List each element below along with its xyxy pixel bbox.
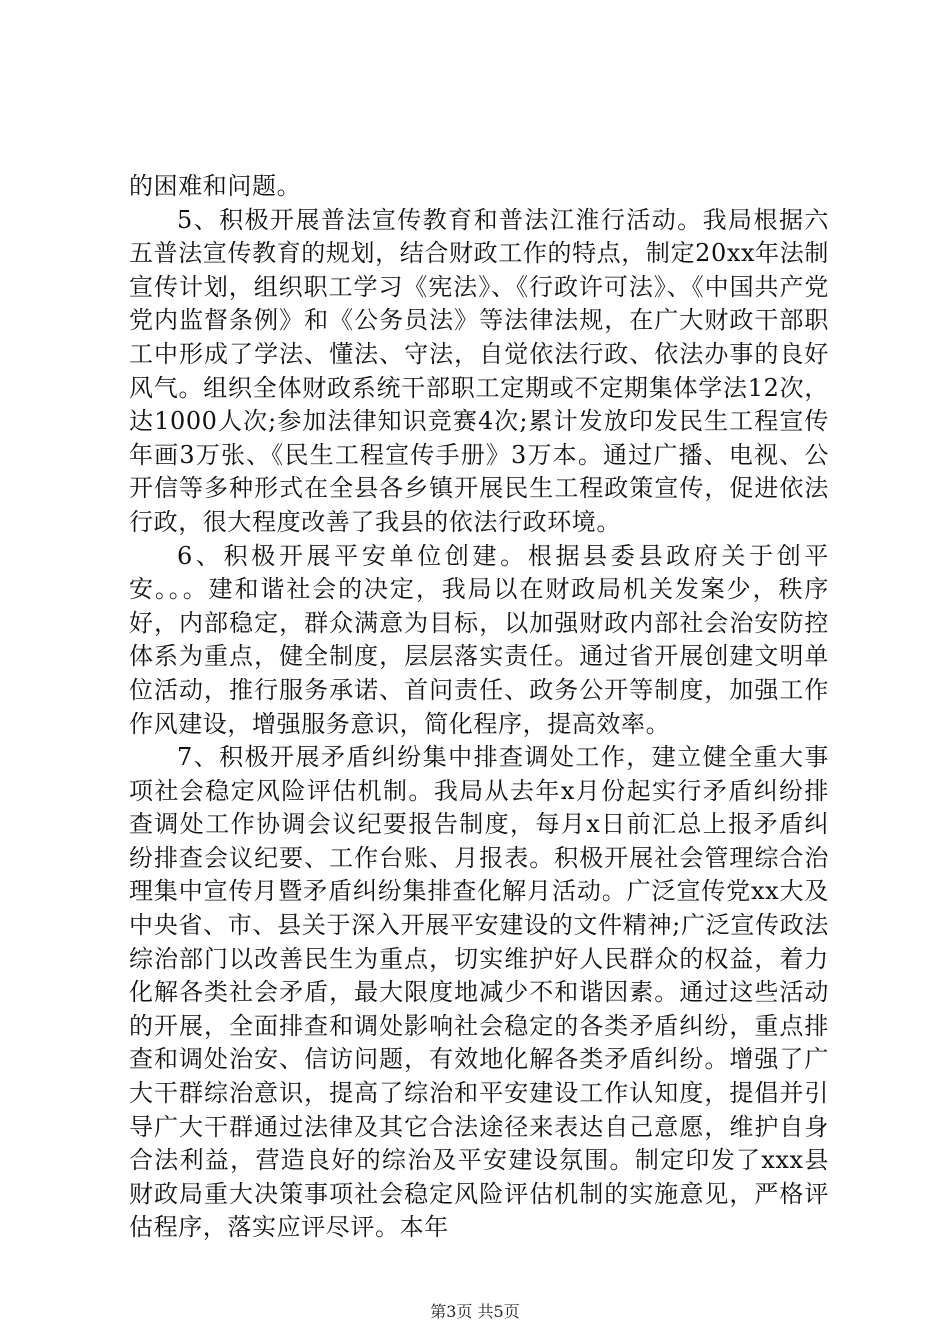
- paragraph-item-6: 6、积极开展平安单位创建。根据县委县政府关于创平安。。。建和谐社会的决定，我局以在财政局机关发案少，秩序好，内部稳定，群众满意为目标，以加强财政内部社会治安防控体系为重点，健全制度，层层落实责任。通过省开展创建文明单位活动，推行服务承诺、首问责任、政务公开等制度，加强工作作风建设，增强服务意识，简化程序，提高效率。: [129, 541, 829, 738]
- paragraph-continuation: 的困难和问题。: [129, 172, 302, 200]
- page-number-label: 第3页 共5页: [430, 1302, 520, 1321]
- document-body: [129, 170, 829, 1245]
- paragraph-item-7: 7、积极开展矛盾纠纷集中排查调处工作，建立健全重大事项社会稳定风险评估机制。我局从去年x月份起实行矛盾纠纷排查调处工作协调会议纪要报告制度，每月x日前汇总上报矛盾纠纷排查会议纪要、工作台账、月报表。积极开展社会管理综合治理集中宣传月暨矛盾纠纷集排查化解月活动。广泛宣传党xx大及中央省、市、县关于深入开展平安建设的文件精神;广泛宣传政法综治部门以改善民生为重点，切实维护好人民群众的权益，着力化解各类社会矛盾，最大限度地减少不和谐因素。通过这些活动的开展，全面排查和调处影响社会稳定的各类矛盾纠纷，重点排查和调处治安、信访问题，有效地化解各类矛盾纠纷。增强了广大干群综治意识，提高了综治和平安建设工作认知度，提倡并引导广大干群通过法律及其它合法途径来表达自己意愿，维护自身合法利益，营造良好的综治及平安建设氛围。制定印发了xxx县财政局重大决策事项社会稳定风险评估机制的实施意见，严格评估程序，落实应评尽评。本年: [129, 743, 829, 1242]
- paragraph-item-5: 5、积极开展普法宣传教育和普法江淮行活动。我局根据六五普法宣传教育的规划，结合财政工作的特点，制定20xx年法制宣传计划，组织职工学习《宪法》、《行政许可法》、《中国共产党党内监督条例》和《公务员法》等法律法规，在广大财政干部职工中形成了学法、懂法、守法，自觉依法行政、依法办事的良好风气。组织全体财政系统干部职工定期或不定期集体学法12次，达1000人次;参加法律知识竞赛4次;累计发放印发民生工程宣传年画3万张、《民生工程宣传手册》3万本。通过广播、电视、公开信等多种形式在全县各乡镇开展民生工程政策宣传，促进依法行政，很大程度改善了我县的依法行政环境。: [129, 205, 829, 536]
- page-footer: [0, 1302, 950, 1322]
